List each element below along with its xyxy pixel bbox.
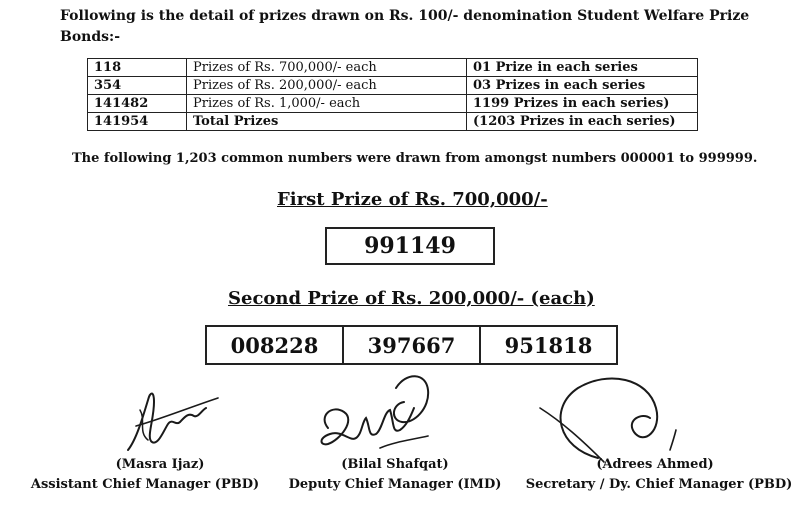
table-cell: 1199 Prizes in each series) bbox=[467, 95, 698, 113]
first-prize-number: 991149 bbox=[325, 227, 495, 265]
first-prize-heading: First Prize of Rs. 700,000/- bbox=[277, 189, 548, 210]
table-cell: Prizes of Rs. 1,000/- each bbox=[187, 95, 467, 113]
table-cell: 03 Prizes in each series bbox=[467, 77, 698, 95]
table-cell: Total Prizes bbox=[187, 113, 467, 131]
table-row bbox=[88, 77, 698, 95]
table-cell: Prizes of Rs. 200,000/- each bbox=[187, 77, 467, 95]
table-cell: Prizes of Rs. 700,000/- each bbox=[187, 59, 467, 77]
second-prize-numbers bbox=[205, 325, 618, 365]
table-cell: (1203 Prizes in each series) bbox=[467, 113, 698, 131]
table-cell: 118 bbox=[88, 59, 187, 77]
signature-masra-ijaz bbox=[118, 380, 228, 460]
signature-adrees-ahmed bbox=[538, 368, 698, 468]
signatory-title: Deputy Chief Manager (IMD) bbox=[288, 477, 502, 492]
signatory-name: (Masra Ijaz) bbox=[115, 457, 205, 472]
table-cell: 01 Prize in each series bbox=[467, 59, 698, 77]
second-prize-number: 951818 bbox=[480, 326, 617, 364]
table-row bbox=[88, 59, 698, 77]
table-cell: 354 bbox=[88, 77, 187, 95]
second-prize-number: 397667 bbox=[343, 326, 480, 364]
second-prize-heading: Second Prize of Rs. 200,000/- (each) bbox=[228, 288, 595, 309]
table-cell: 141482 bbox=[88, 95, 187, 113]
second-prize-number: 008228 bbox=[206, 326, 343, 364]
drawn-numbers-statement: The following 1,203 common numbers were drawn from amongst numbers 000001 to 999999. bbox=[72, 151, 758, 166]
signature-bilal-shafqat bbox=[310, 368, 440, 460]
prize-summary-table bbox=[87, 58, 698, 131]
table-cell: 141954 bbox=[88, 113, 187, 131]
signatory-title: Assistant Chief Manager (PBD) bbox=[30, 477, 260, 492]
signatory-name: (Adrees Ahmed) bbox=[596, 457, 714, 472]
table-row bbox=[88, 95, 698, 113]
intro-paragraph: Following is the detail of prizes drawn on Rs. 100/- denomination Student Welfare Prize Bonds:- bbox=[60, 8, 750, 45]
signatory-title: Secretary / Dy. Chief Manager (PBD) bbox=[525, 477, 793, 492]
table-row-total bbox=[88, 113, 698, 131]
signatory-name: (Bilal Shafqat) bbox=[341, 457, 449, 472]
table-row bbox=[206, 326, 617, 364]
